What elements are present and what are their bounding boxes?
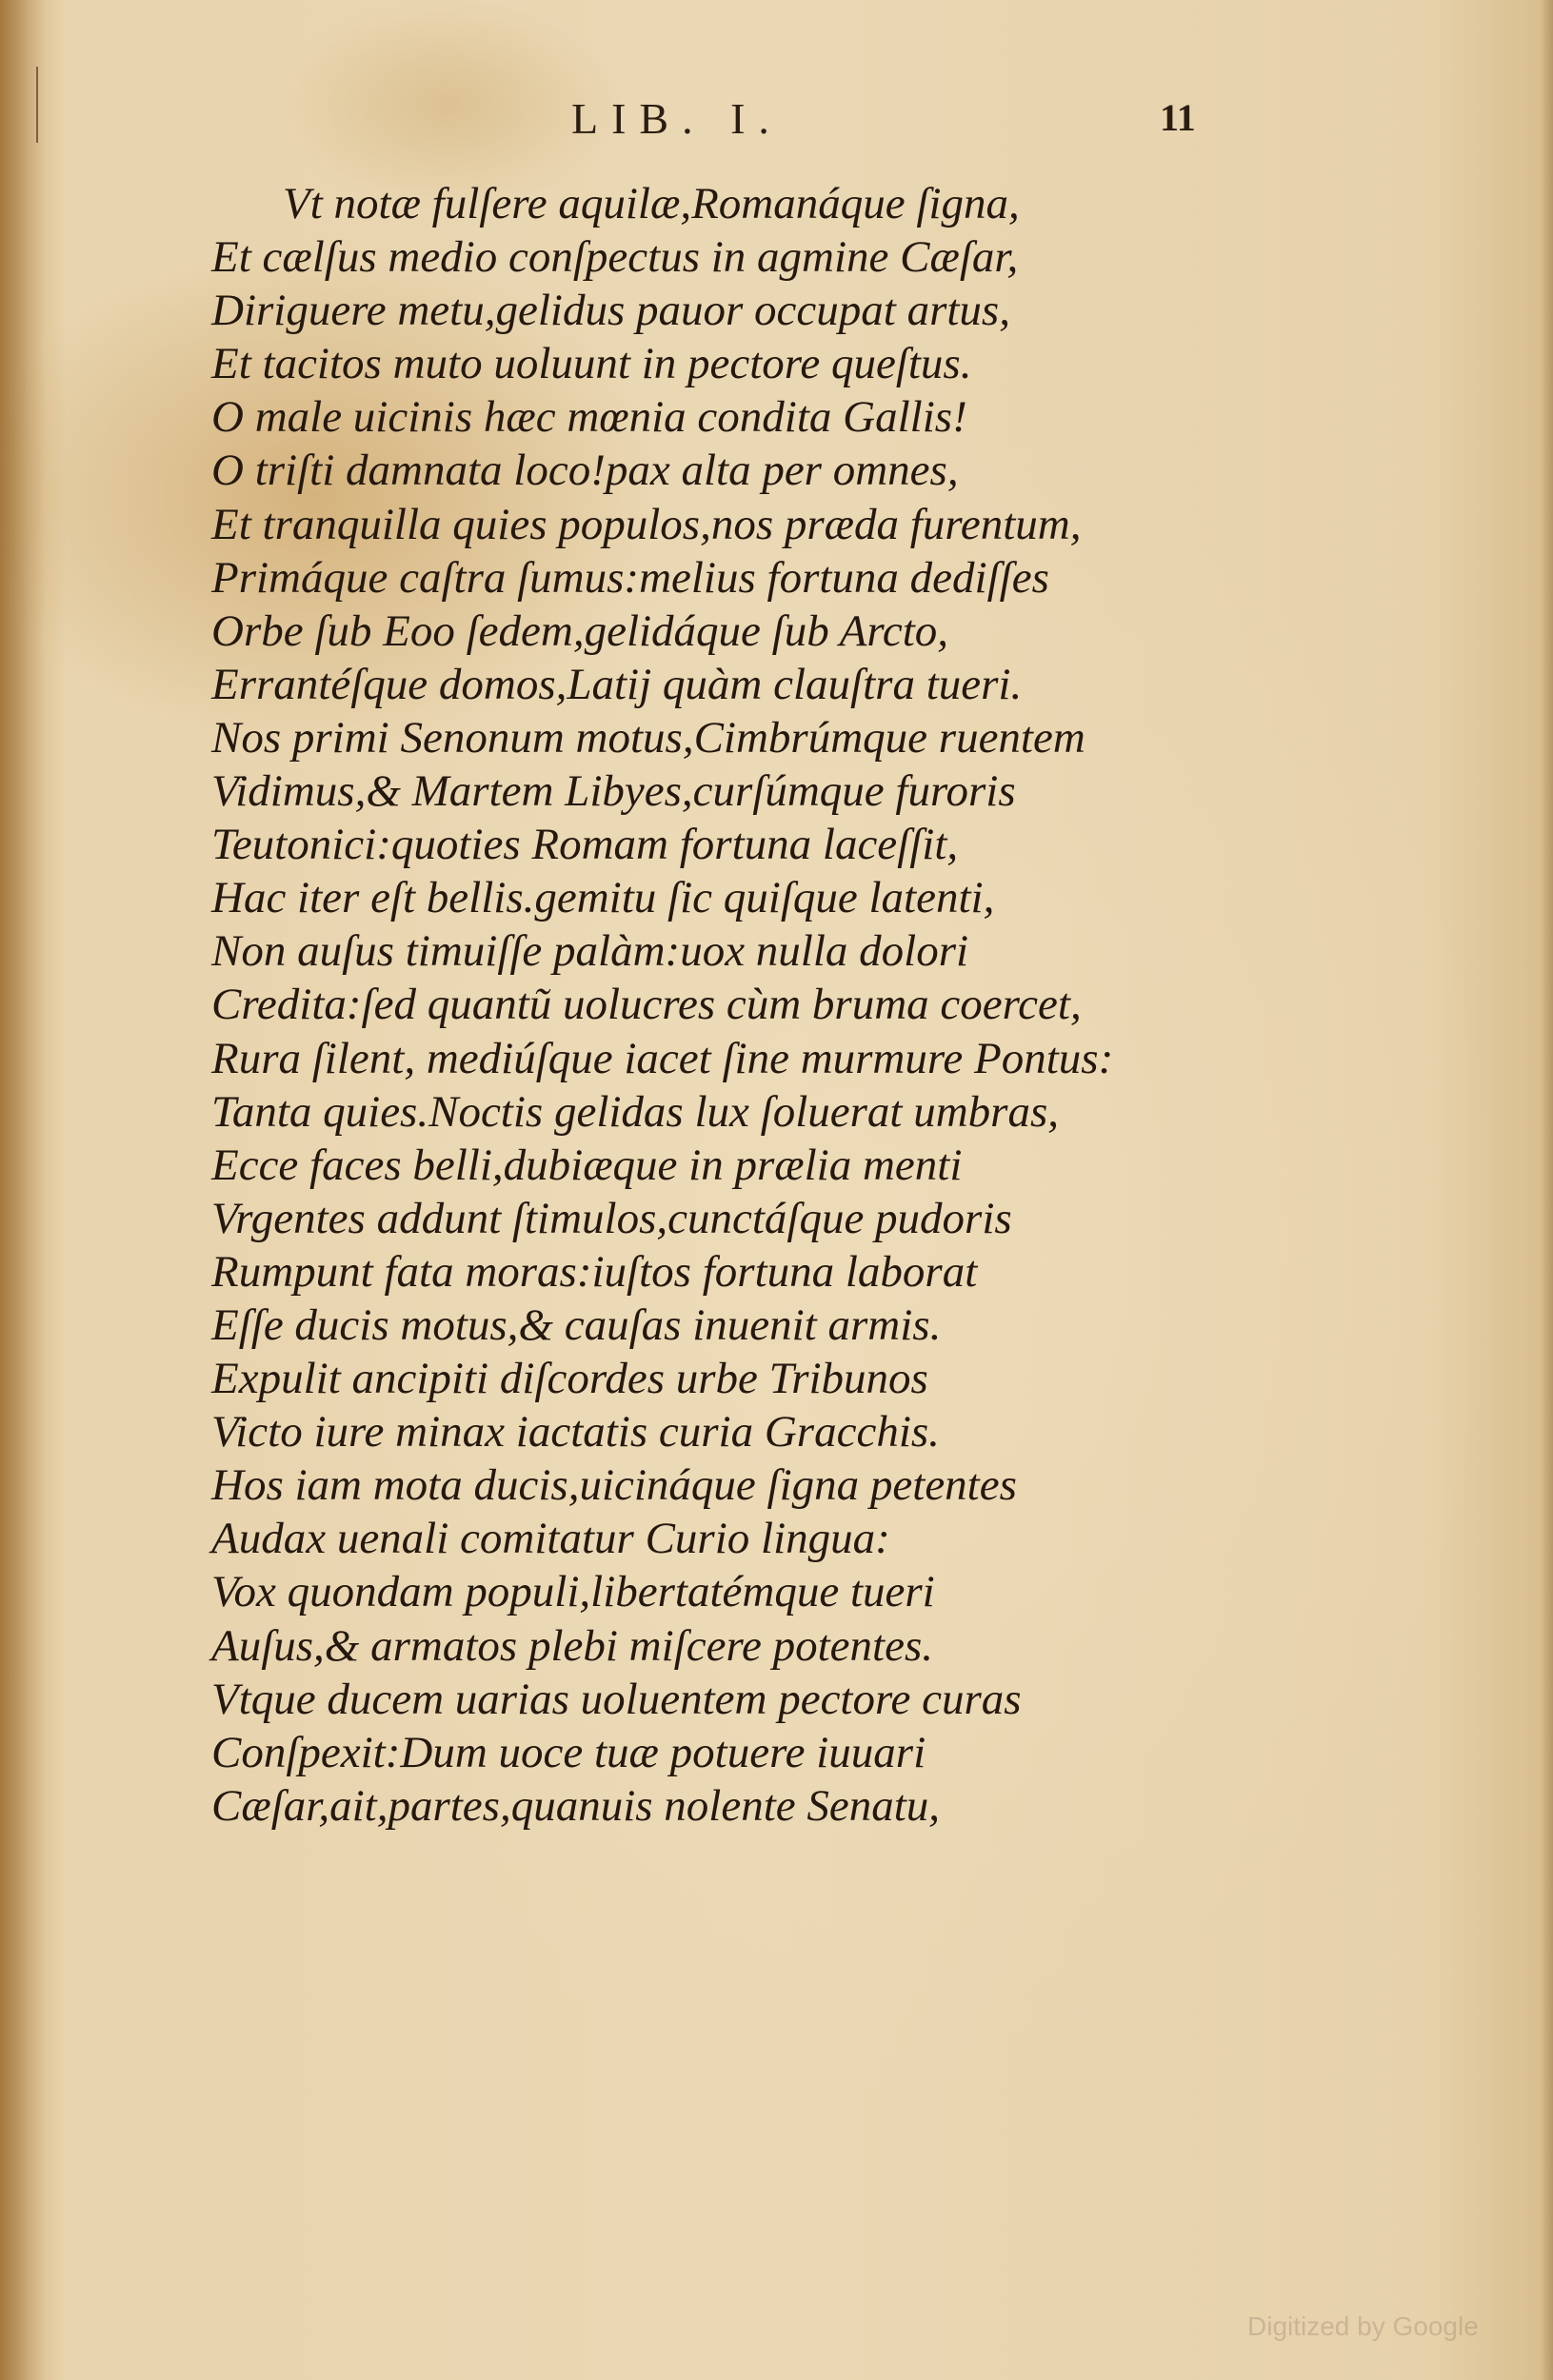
verse-line: Primáque caſtra ſumus:melius fortuna dediſſes — [211, 552, 1049, 603]
page-edge — [1540, 0, 1553, 2380]
verse-line: Vox quondam populi,libertatémque tueri — [211, 1567, 935, 1617]
verse-line: Nos primi Senonum motus,Cimbrúmque ruentem — [211, 712, 1085, 763]
verse-line: Cæſar,ait,partes,quanuis nolente Senatu, — [211, 1780, 941, 1831]
verse-line: Et tranquilla quies populos,nos præda furentum, — [211, 499, 1082, 549]
verse-line: Auſus,& armatos plebi miſcere potentes. — [211, 1620, 933, 1671]
digitizer-watermark: Digitized by Google — [1247, 2311, 1479, 2341]
verse-line: Ecce faces belli,dubiæque in prælia menti — [211, 1140, 963, 1190]
verse-line: Hos iam mota ducis,uicináque ſigna petentes — [211, 1460, 1017, 1511]
verse-line: Non auſus timuiſſe palàm:uox nulla dolori — [211, 926, 969, 977]
verse-line: Diriguere metu,gelidus pauor occupat artus, — [211, 286, 1010, 336]
verse-line: Vrgentes addunt ſtimulos,cunctáſque pudoris — [211, 1193, 1012, 1243]
verse-line: Tanta quies.Noctis gelidas lux ſoluerat umbras, — [211, 1086, 1059, 1137]
verse-line: Et cælſus medio conſpectus in agmine Cæſar, — [211, 232, 1019, 283]
verse-text — [211, 177, 1525, 1833]
verse-line: Errantéſque domos,Latij quàm clauſtra tueri. — [211, 659, 1023, 709]
verse-line: O male uicinis hæc mœnia condita Gallis! — [211, 392, 967, 443]
verse-line: Orbe ſub Eoo ſedem,gelidáque ſub Arcto, — [211, 605, 949, 656]
verse-line: Vt notæ fulſere aquilæ,Romanáque ſigna, — [283, 179, 1020, 228]
verse-line: Expulit ancipiti diſcordes urbe Tribunos — [211, 1354, 928, 1404]
verse-line: Eſſe ducis motus,& cauſas inuenit armis. — [211, 1299, 942, 1350]
page-header — [0, 93, 1553, 160]
page-number: 11 — [1160, 96, 1196, 139]
verse-line: Et tacitos muto uoluunt in pectore queſtus. — [211, 339, 972, 389]
verse-line: Audax uenali comitatur Curio lingua: — [211, 1514, 890, 1564]
verse-line: Vtque ducem uarias uoluentem pectore curas — [211, 1674, 1022, 1724]
verse-line: Victo iure minax iactatis curia Gracchis. — [211, 1407, 940, 1458]
verse-line: Credita:ſed quantũ uolucres cùm bruma coercet, — [211, 980, 1082, 1030]
verse-line: O triſti damnata loco!pax alta per omnes, — [211, 446, 959, 496]
running-head: LIB. I. — [571, 94, 783, 143]
verse-line: Conſpexit:Dum uoce tuæ potuere iuuari — [211, 1727, 926, 1777]
binding-gutter — [0, 0, 46, 2380]
verse-line: Vidimus,& Martem Libyes,curſúmque furoris — [211, 766, 1016, 817]
verse-line: Hac iter eſt bellis.gemitu ſic quiſque latenti, — [211, 873, 995, 923]
verse-line: Rumpunt fata moras:iuſtos fortuna laborat — [211, 1246, 978, 1297]
verse-line: Rura ſilent, mediúſque iacet ſine murmure Pontus: — [211, 1033, 1114, 1083]
verse-line: Teutonici:quoties Romam fortuna laceſſit, — [211, 820, 959, 870]
